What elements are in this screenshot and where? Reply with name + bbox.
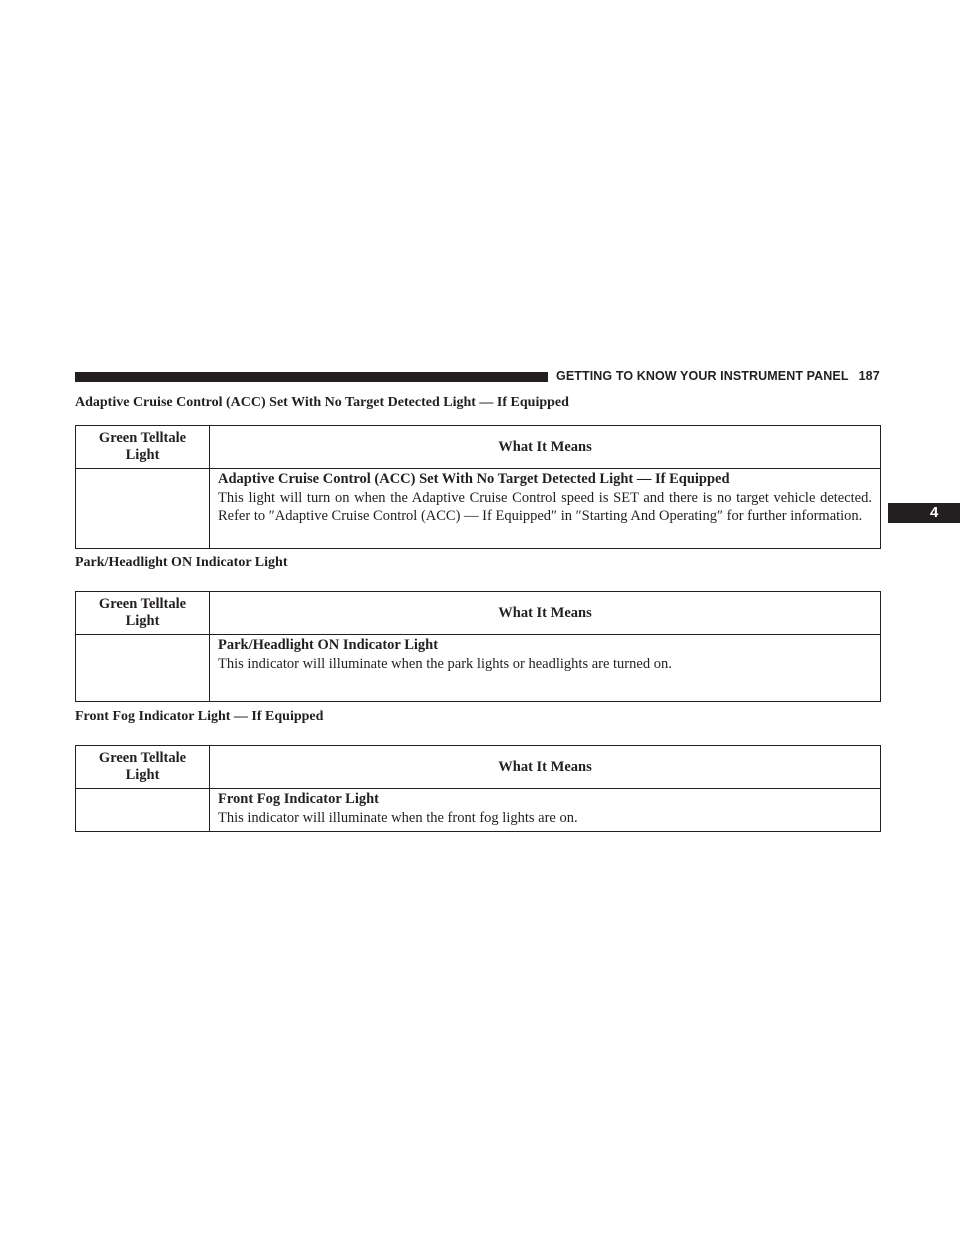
running-header <box>556 369 880 383</box>
row-title: Park/Headlight ON Indicator Light <box>218 637 439 653</box>
row-title: Adaptive Cruise Control (ACC) Set With No Target Detected Light — If Equipped <box>218 471 730 487</box>
section-title-acc: Adaptive Cruise Control (ACC) Set With No Target Detected Light — If Equipped <box>75 395 569 410</box>
telltale-icon-cell <box>76 635 210 702</box>
telltale-icon-cell <box>76 469 210 549</box>
telltale-table-acc <box>75 425 881 549</box>
column-header-telltale: Green Telltale Light <box>76 746 210 789</box>
row-description: This light will turn on when the Adaptive Cruise Control speed is SET and there is no target vehicle detected. Refer to ″Adaptive Cruise Control (ACC) — If Equipped″ in ″Starting And Operating″ for further information. <box>218 489 872 524</box>
column-header-meaning: What It Means <box>210 746 881 789</box>
meaning-cell <box>210 789 881 832</box>
page-number: 187 <box>858 369 880 383</box>
telltale-table-front-fog <box>75 745 881 832</box>
section-title-front-fog: Front Fog Indicator Light — If Equipped <box>75 709 324 724</box>
telltale-icon-cell <box>76 789 210 832</box>
chapter-tab: 4 <box>888 503 960 523</box>
column-header-meaning: What It Means <box>210 426 881 469</box>
column-header-telltale: Green Telltale Light <box>76 592 210 635</box>
chapter-title: GETTING TO KNOW YOUR INSTRUMENT PANEL <box>556 369 849 383</box>
table-row <box>76 789 881 832</box>
meaning-cell <box>210 635 881 702</box>
column-header-meaning: What It Means <box>210 592 881 635</box>
section-title-park-headlight: Park/Headlight ON Indicator Light <box>75 555 288 570</box>
column-header-telltale: Green Telltale Light <box>76 426 210 469</box>
table-row <box>76 635 881 702</box>
row-description: This indicator will illuminate when the park lights or headlights are turned on. <box>218 655 672 672</box>
header-rule <box>75 372 548 382</box>
meaning-cell <box>210 469 881 549</box>
table-header-row <box>76 746 881 789</box>
table-header-row <box>76 592 881 635</box>
telltale-table-park-headlight <box>75 591 881 702</box>
row-description: This indicator will illuminate when the front fog lights are on. <box>218 809 578 826</box>
row-title: Front Fog Indicator Light <box>218 791 379 807</box>
table-header-row <box>76 426 881 469</box>
table-row <box>76 469 881 549</box>
